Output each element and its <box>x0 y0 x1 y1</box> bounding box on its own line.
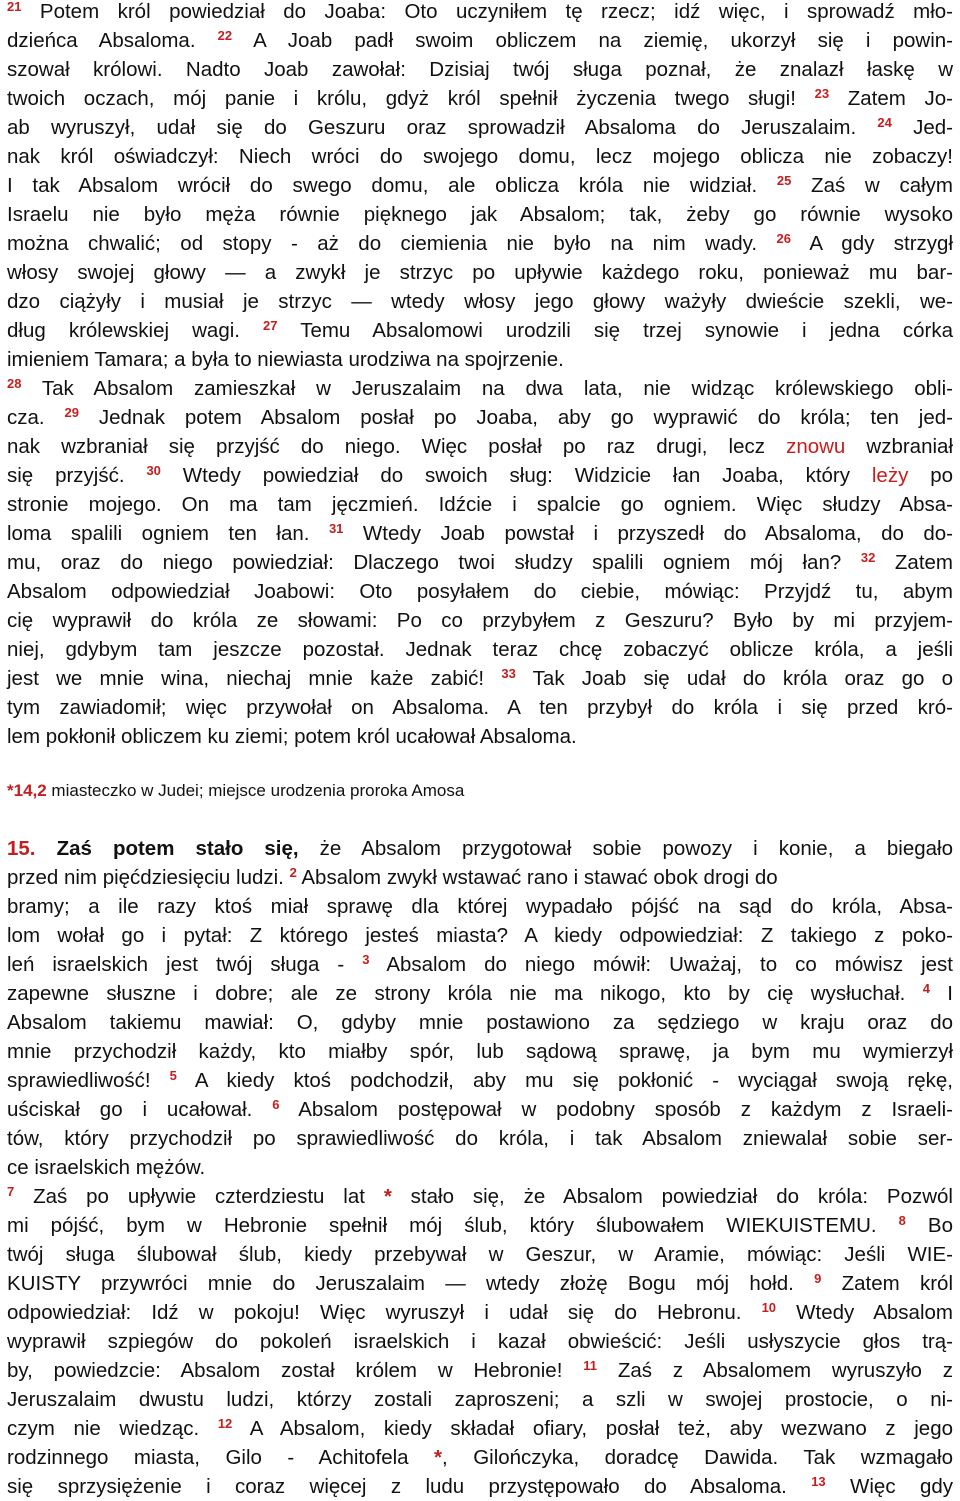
text-line <box>7 403 953 432</box>
text-line <box>7 1385 953 1414</box>
text-segment: włosy swojej głowy — a zwykł je strzyc po upływie każdego roku, ponieważ mu bar- <box>7 261 953 284</box>
text-line <box>7 258 953 287</box>
text-line <box>7 1008 953 1037</box>
text-segment: uściskał go i ucałował. <box>7 1098 273 1121</box>
verse-number: 21 <box>7 0 22 14</box>
text-line <box>7 1153 953 1182</box>
text-line <box>7 84 953 113</box>
text-segment: lem pokłonił obliczem ku ziemi; potem król ucałował Absaloma. <box>7 725 577 748</box>
text-line <box>7 834 953 863</box>
text-line <box>7 1443 953 1472</box>
text-segment: dzo ciążyły i musiał je strzyc — wtedy włosy jego głowy ważyły dwieście szekli, we- <box>7 290 953 313</box>
text-line <box>7 374 953 403</box>
text-line <box>7 229 953 258</box>
text-line <box>7 461 953 490</box>
text-line <box>7 664 953 693</box>
text-line <box>7 171 953 200</box>
verse-number: 12 <box>217 1416 233 1431</box>
text-segment: Zaś w całym <box>791 174 953 197</box>
text-line <box>7 200 953 229</box>
verse-number: 28 <box>7 376 22 391</box>
text-segment: Bo <box>905 1214 953 1237</box>
text-segment: stronie mojego. On ma tam jęczmień. Idźcie i spalcie go ogniem. Więc słudzy Absa- <box>7 493 953 516</box>
verse-number: 33 <box>501 666 516 681</box>
text-segment: twój sługa ślubował ślub, kiedy przebywał w Geszur, w Aramie, mówiąc: Jeśli WIE- <box>7 1243 953 1266</box>
verse-number: 11 <box>583 1358 597 1373</box>
text-segment: Jed- <box>891 116 953 139</box>
verse-number: 31 <box>328 521 344 536</box>
text-segment: A gdy strzygł <box>791 232 953 255</box>
verse-number: 8 <box>898 1213 906 1228</box>
verse-number: 24 <box>877 115 892 130</box>
text-segment: stało się, że Absalom powiedział do króla: Pozwól <box>391 1185 953 1208</box>
text-segment: się sprzysiężenie i coraz więcej z ludu przystępowało do Absaloma. <box>7 1475 812 1498</box>
text-line <box>7 1414 953 1443</box>
text-segment: Wtedy powiedział do swoich sług: Widzicie łan Joaba, który <box>160 464 872 487</box>
text-line <box>7 548 953 577</box>
text-line <box>7 490 953 519</box>
text-line <box>7 26 953 55</box>
text-line <box>7 577 953 606</box>
text-segment: Zatem król <box>821 1272 953 1295</box>
text-line <box>7 722 953 751</box>
text-segment: Wtedy Absalom <box>776 1301 953 1324</box>
verse-number: 4 <box>922 981 930 996</box>
text-line <box>7 142 953 171</box>
text-segment: sprawiedliwość! <box>7 1069 170 1092</box>
text-line <box>7 1066 953 1095</box>
verse-number: 2 <box>289 865 297 880</box>
text-segment: Jednak potem Absalom posłał po Joaba, aby go wyprawić do króla; ten jed- <box>78 406 953 429</box>
highlighted-word: znowu <box>786 435 846 458</box>
text-segment: wyprawił szpiegów do pokoleń israelskich i kazał obwieścić: Jeśli usłyszycie głos trą- <box>7 1330 953 1353</box>
text-line <box>7 979 953 1008</box>
chapter-number: 15. <box>7 837 57 860</box>
text-segment: Zatem <box>875 551 953 574</box>
text-segment: tów, który przychodził po sprawiedliwość do króla, i tak Absalom zniewalał sobie ser- <box>7 1127 953 1150</box>
text-segment: się przyjść. <box>7 464 147 487</box>
text-line <box>7 1211 953 1240</box>
text-line <box>7 0 953 26</box>
text-segment: , Gilończyka, doradcę Dawida. Tak wzmagało <box>442 1446 953 1469</box>
text-segment: można chwalić; od stopy - aż do ciemienia nie było na nim wady. <box>7 232 777 255</box>
verse-number: 25 <box>776 173 792 188</box>
footnote-marker: * <box>383 1185 392 1208</box>
footnote-mark: *14,2 <box>7 781 47 800</box>
text-segment: KUISTY przywróci mnie do Jeruszalaim — wtedy złożę Bogu mój hołd. <box>7 1272 815 1295</box>
text-line <box>7 693 953 722</box>
verse-number: 26 <box>776 231 792 246</box>
text-segment: ce israelskich mężów. <box>7 1156 206 1179</box>
text-line <box>7 1298 953 1327</box>
text-line <box>7 921 953 950</box>
text-line <box>7 950 953 979</box>
verse-number: 9 <box>814 1271 822 1286</box>
text-line <box>7 1472 953 1501</box>
text-segment: dzieńca Absaloma. <box>7 29 218 52</box>
text-segment: Israelu nie było męża równie pięknego jak Absalom; tak, żeby go równie wysoko <box>7 203 953 226</box>
verse-number: 13 <box>811 1474 826 1489</box>
text-segment: leń israelskich jest twój sługa - <box>7 953 363 976</box>
text-segment: I tak Absalom wrócił do swego domu, ale oblicza króla nie widział. <box>7 174 777 197</box>
text-segment: bramy; a ile razy ktoś miał sprawę dla której wypadało pójść na sąd do króla, Absa- <box>7 895 953 918</box>
text-segment: rodzinnego miasta, Gilo - Achitofela <box>7 1446 435 1469</box>
text-segment: Absalom zwykł wstawać rano i stawać obok drogi do <box>296 866 778 889</box>
text-segment: twoich oczach, mój panie i królu, gdyż król spełnił życzenia twego sługi! <box>7 87 815 110</box>
text-segment: A Absalom, kiedy składał ofiary, posłał też, aby wezwano z jego <box>232 1417 954 1440</box>
text-segment: loma spalili ogniem ten łan. <box>7 522 329 545</box>
text-segment: niej, gdybym tam jeszcze pozostał. Jednak teraz chcę zobaczyć oblicze króla, a jeśli <box>7 638 953 661</box>
text-segment: A Joab padł swoim obliczem na ziemię, ukorzył się i powin- <box>232 29 953 52</box>
text-line <box>7 287 953 316</box>
text-line <box>7 1095 953 1124</box>
text-segment: Zatem Jo- <box>829 87 954 110</box>
text-segment: szował królowi. Nadto Joab zawołał: Dzisiaj twój sługa poznał, że znalazł łaskę w <box>7 58 953 81</box>
text-segment: Tak Absalom zamieszkał w Jeruszalaim na dwa lata, nie widząc królewskiego obli- <box>21 377 953 400</box>
verse-number: 3 <box>362 952 370 967</box>
text-line <box>7 1124 953 1153</box>
text-segment: wzbraniał <box>845 435 953 458</box>
footnote-text: miasteczko w Judei; miejsce urodzenia proroka Amosa <box>46 781 465 800</box>
chapter-heading-text: Zaś potem stało się, <box>56 837 299 860</box>
verse-number: 7 <box>7 1184 15 1199</box>
verse-number: 23 <box>814 86 830 101</box>
text-segment: Absalom takiemu mawiał: O, gdyby mnie postawiono za sędziego w kraju oraz do <box>7 1011 953 1034</box>
text-segment: Absalom do niego mówił: Uważaj, to co mówisz jest <box>369 953 953 976</box>
verse-number: 32 <box>860 550 876 565</box>
text-segment: A kiedy ktoś podchodził, aby mu się pokłonić - wyciągał swoją rękę, <box>176 1069 953 1092</box>
text-segment: by, powiedzcie: Absalom został królem w Hebronie! <box>7 1359 584 1382</box>
text-line <box>7 432 953 461</box>
text-line <box>7 316 953 345</box>
text-segment: po <box>908 464 954 487</box>
text-segment: zapewne słuszne i dobre; ale ze strony króla nie ma nikogo, kto by cię wysłuchał. <box>7 982 923 1005</box>
verse-number: 22 <box>217 28 233 43</box>
verse-number: 29 <box>64 405 79 420</box>
text-segment: czym nie wiedząc. <box>7 1417 218 1440</box>
text-segment: Jeruszalaim dwustu ludzi, którzy zostali zaproszeni; a szli w swojej prostocie, o ni- <box>7 1388 953 1411</box>
text-segment: mi pójść, bym w Hebronie spełnił mój ślub, który ślubowałem WIEKUISTEMU. <box>7 1214 899 1237</box>
text-segment: imieniem Tamara; a była to niewiasta urodziwa na spojrzenie. <box>7 348 564 371</box>
footnote <box>7 776 953 805</box>
text-line <box>7 863 953 892</box>
verse-number: 5 <box>169 1068 177 1083</box>
verse-number: 6 <box>272 1097 280 1112</box>
text-segment: mu, oraz do niego powiedział: Dlaczego twoi słudzy spalili ogniem mój łan? <box>7 551 861 574</box>
text-line <box>7 1037 953 1066</box>
text-segment: Zaś z Absalomem wyruszyło z <box>597 1359 953 1382</box>
text-segment: Więc gdy <box>825 1475 953 1498</box>
text-segment: przed nim pięćdziesięciu ludzi. <box>7 866 290 889</box>
text-line <box>7 55 953 84</box>
text-segment: Absalom odpowiedział Joabowi: Oto posyłałem do ciebie, mówiąc: Przyjdź tu, abym <box>7 580 953 603</box>
text-line <box>7 606 953 635</box>
text-segment: I <box>929 982 953 1005</box>
text-line <box>7 1240 953 1269</box>
text-segment: Tak Joab się udał do króla oraz go o <box>515 667 954 690</box>
text-segment: że Absalom przygotował sobie powozy i konie, a biegało <box>298 837 954 860</box>
verse-number: 10 <box>761 1300 777 1315</box>
text-segment: odpowiedział: Idź w pokoju! Więc wyruszył i udał się do Hebronu. <box>7 1301 762 1324</box>
text-line <box>7 1182 953 1211</box>
text-segment: nak wzbraniał się przyjść do niego. Więc posłał po raz drugi, lecz <box>7 435 787 458</box>
verse-number: 27 <box>263 318 278 333</box>
text-line <box>7 1269 953 1298</box>
text-segment: ab wyruszył, udał się do Geszuru oraz sprowadził Absaloma do Jeruszalaim. <box>7 116 878 139</box>
footnote-marker: * <box>434 1446 443 1469</box>
text-line <box>7 113 953 142</box>
text-segment: dług królewskiej wagi. <box>7 319 264 342</box>
text-segment: lom wołał go i pytał: Z którego jesteś miasta? A kiedy odpowiedział: Z takiego z poko- <box>7 924 953 947</box>
text-line <box>7 1356 953 1385</box>
text-line <box>7 345 953 374</box>
text-segment: Zaś po upływie czterdziestu lat <box>14 1185 384 1208</box>
verse-number: 30 <box>146 463 161 478</box>
text-line <box>7 635 953 664</box>
text-line <box>7 519 953 548</box>
text-line <box>7 1327 953 1356</box>
text-segment: jest we mnie wina, niechaj mnie każe zabić! <box>7 667 502 690</box>
text-segment: cię wyprawił do króla ze słowami: Po co przybyłem z Geszuru? Było by mi przyjem- <box>7 609 953 632</box>
text-line <box>7 892 953 921</box>
text-segment: cza. <box>7 406 65 429</box>
text-segment: mnie przychodził każdy, kto miałby spór, lub sądową sprawę, ja bym mu wymierzył <box>7 1040 953 1063</box>
text-segment: Potem król powiedział do Joaba: Oto uczyniłem tę rzecz; idź więc, i sprowadź mło- <box>21 0 953 23</box>
text-segment: tym zawiadomił; więc przywołał on Absaloma. A ten przybył do króla i się przed kró- <box>7 696 953 719</box>
text-segment: Temu Absalomowi urodzili się trzej synowie i jedna córka <box>277 319 953 342</box>
text-segment: nak król oświadczył: Niech wróci do swojego domu, lecz mojego oblicza nie zobaczy! <box>7 145 953 168</box>
highlighted-word: leży <box>871 464 909 487</box>
text-segment: Wtedy Joab powstał i przyszedł do Absaloma, do do- <box>343 522 953 545</box>
text-segment: Absalom postępował w podobny sposób z każdym z Israeli- <box>279 1098 953 1121</box>
